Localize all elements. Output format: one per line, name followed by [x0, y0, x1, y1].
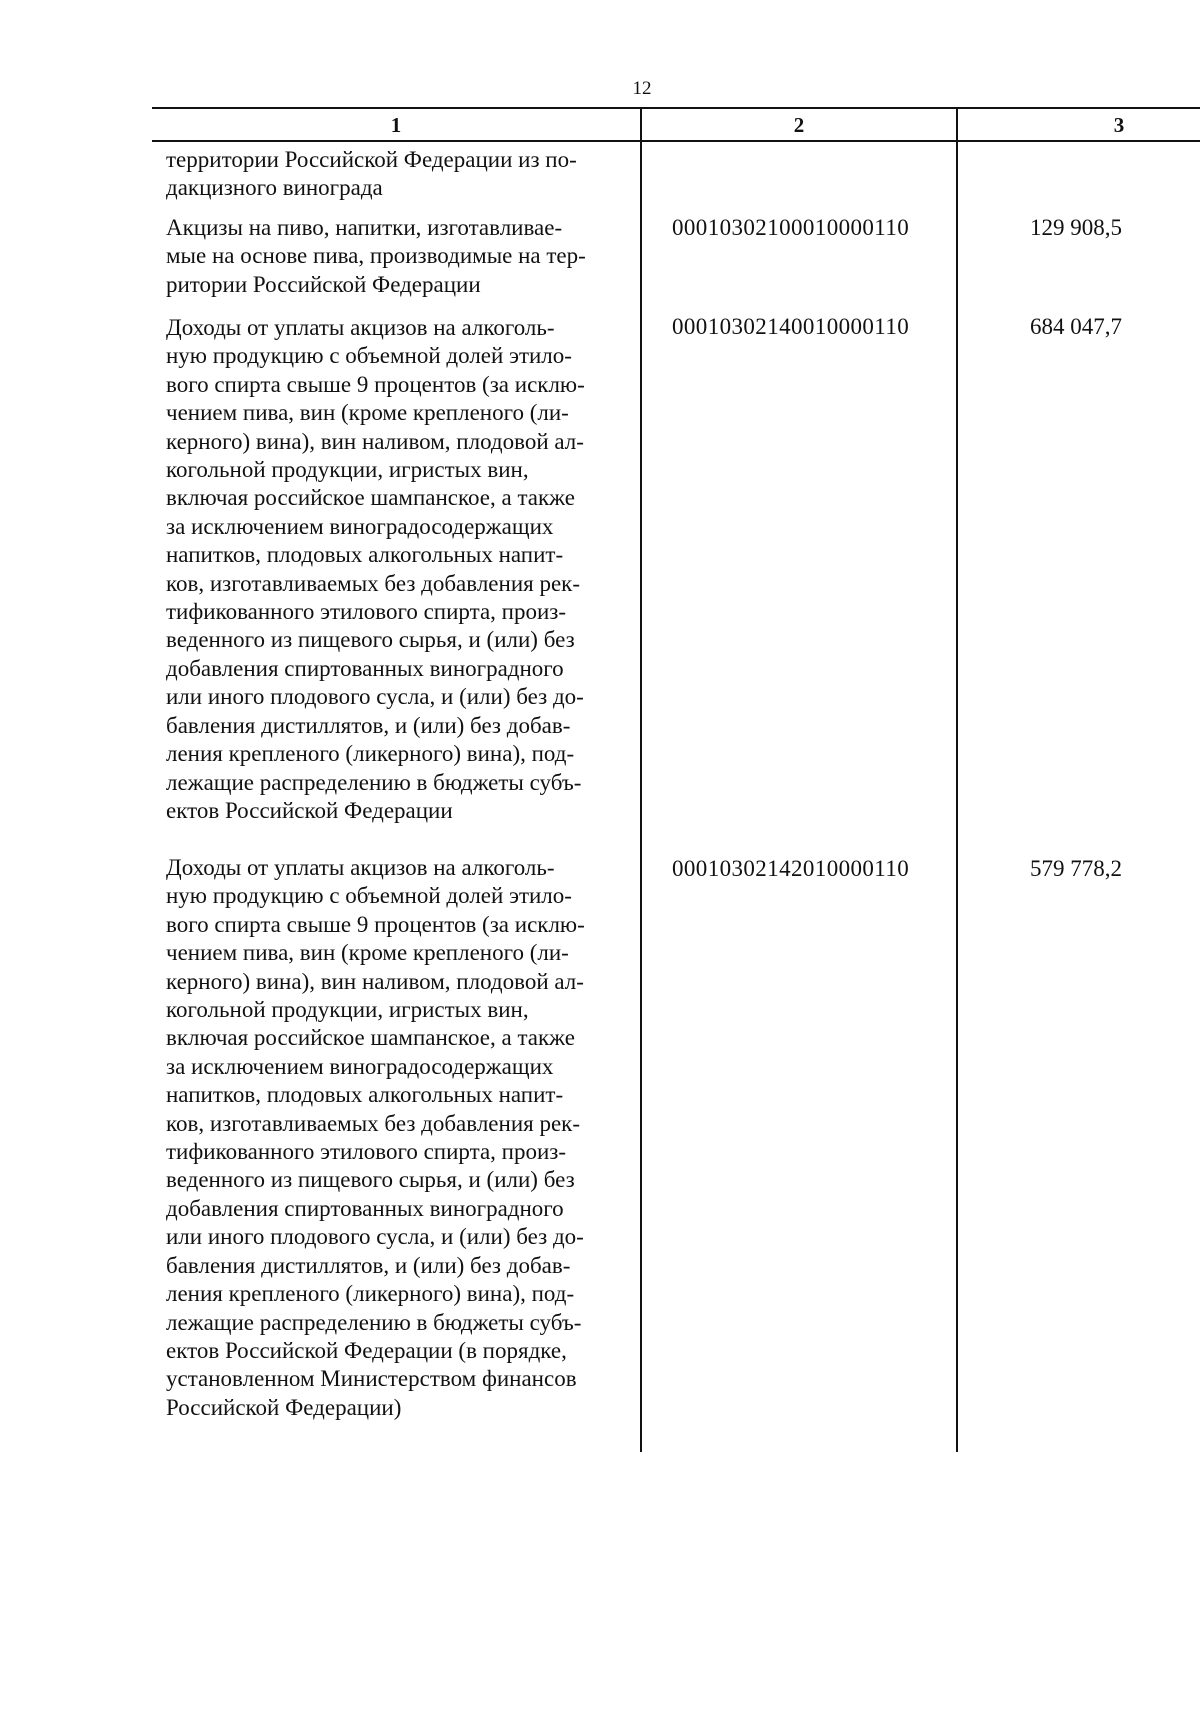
table-top-rule: [152, 107, 1200, 109]
row-2-line-15: ления крепленого (ликерного) вина), под-: [166, 741, 575, 767]
row-2-line-3: чением пива, вин (кроме крепленого (ли-: [166, 400, 569, 426]
row-3-line-10: тификованного этилового спирта, произ-: [166, 1139, 567, 1165]
row-3-line-6: включая российское шампанское, а также: [166, 1025, 575, 1051]
row-2-line-2: вого спирта свыше 9 процентов (за исклю-: [166, 371, 585, 397]
row-2-line-16: лежащие распределению в бюджеты субъ-: [166, 769, 582, 795]
row-0-line-1: дакцизного винограда: [166, 175, 383, 201]
row-2-description: [166, 314, 636, 825]
row-3-line-0: Доходы от уплаты акцизов на алкоголь-: [166, 855, 555, 880]
column-divider-2: [956, 107, 958, 1452]
row-2-line-5: когольной продукции, игристых вин,: [166, 457, 529, 483]
row-1-line-2: ритории Российской Федерации: [166, 271, 481, 297]
row-2-line-13: или иного плодового сусла, и (или) без до-: [166, 684, 584, 710]
row-3-line-2: вого спирта свыше 9 процентов (за исклю-: [166, 911, 585, 937]
row-2-amount: 684 047,7: [1030, 314, 1122, 339]
row-1-amount: 129 908,5: [1030, 215, 1122, 240]
row-3-line-7: за исключением виноградосодержащих: [166, 1053, 554, 1079]
row-3-line-9: ков, изготавливаемых без добавления рек-: [166, 1110, 580, 1136]
row-3-line-1: ную продукцию с объемной долей этило-: [166, 883, 572, 909]
row-3-line-13: или иного плодового сусла, и (или) без до-: [166, 1224, 584, 1250]
row-2-line-14: бавления дистиллятов, и (или) без добав-: [166, 712, 571, 738]
row-2-line-11: веденного из пищевого сырья, и (или) без: [166, 627, 575, 653]
row-2-code: 00010302140010000110: [672, 314, 910, 339]
row-0-line-0: территории Российской Федерации из по-: [166, 147, 577, 172]
table-header-rule: [152, 140, 1200, 142]
row-3-line-5: когольной продукции, игристых вин,: [166, 997, 529, 1023]
row-3-line-12: добавления спиртованных виноградного: [166, 1195, 564, 1221]
row-3-line-16: лежащие распределению в бюджеты субъ-: [166, 1309, 582, 1335]
row-2-line-7: за исключением виноградосодержащих: [166, 513, 554, 539]
column-divider-1: [640, 107, 642, 1452]
column-header-3: 3: [1113, 113, 1125, 137]
row-3-amount: 579 778,2: [1030, 856, 1122, 881]
row-2-line-8: напитков, плодовых алкогольных напит-: [166, 542, 564, 568]
column-header-1: 1: [390, 113, 402, 137]
row-2-line-1: ную продукцию с объемной долей этило-: [166, 343, 572, 369]
row-2-line-12: добавления спиртованных виноградного: [166, 655, 564, 681]
row-2-line-6: включая российское шампанское, а также: [166, 485, 575, 511]
page-number: 12: [632, 78, 652, 99]
row-0-description: [166, 146, 636, 203]
row-1-description: [166, 214, 636, 299]
row-2-line-10: тификованного этилового спирта, произ-: [166, 599, 567, 625]
row-2-line-0: Доходы от уплаты акцизов на алкоголь-: [166, 315, 555, 340]
row-1-line-1: мые на основе пива, производимые на тер-: [166, 243, 586, 269]
row-1-code: 00010302100010000110: [672, 215, 910, 240]
row-1-line-0: Акцизы на пиво, напитки, изготавливае-: [166, 215, 563, 240]
row-3-line-8: напитков, плодовых алкогольных напит-: [166, 1082, 564, 1108]
row-3-description: [166, 854, 636, 1422]
row-3-line-3: чением пива, вин (кроме крепленого (ли-: [166, 940, 569, 966]
row-3-line-15: ления крепленого (ликерного) вина), под-: [166, 1281, 575, 1307]
row-2-line-4: керного) вина), вин наливом, плодовой ал-: [166, 428, 584, 454]
row-3-line-11: веденного из пищевого сырья, и (или) без: [166, 1167, 575, 1193]
row-3-line-18: установленном Министерством финансов: [166, 1366, 577, 1392]
row-3-line-4: керного) вина), вин наливом, плодовой ал-: [166, 968, 584, 994]
row-3-code: 00010302142010000110: [672, 856, 910, 881]
row-2-line-9: ков, изготавливаемых без добавления рек-: [166, 570, 580, 596]
row-3-line-17: ектов Российской Федерации (в порядке,: [166, 1337, 567, 1363]
row-3-line-19: Российской Федерации): [166, 1394, 402, 1420]
column-header-2: 2: [793, 113, 805, 137]
row-3-line-14: бавления дистиллятов, и (или) без добав-: [166, 1252, 571, 1278]
row-2-line-17: ектов Российской Федерации: [166, 797, 453, 823]
